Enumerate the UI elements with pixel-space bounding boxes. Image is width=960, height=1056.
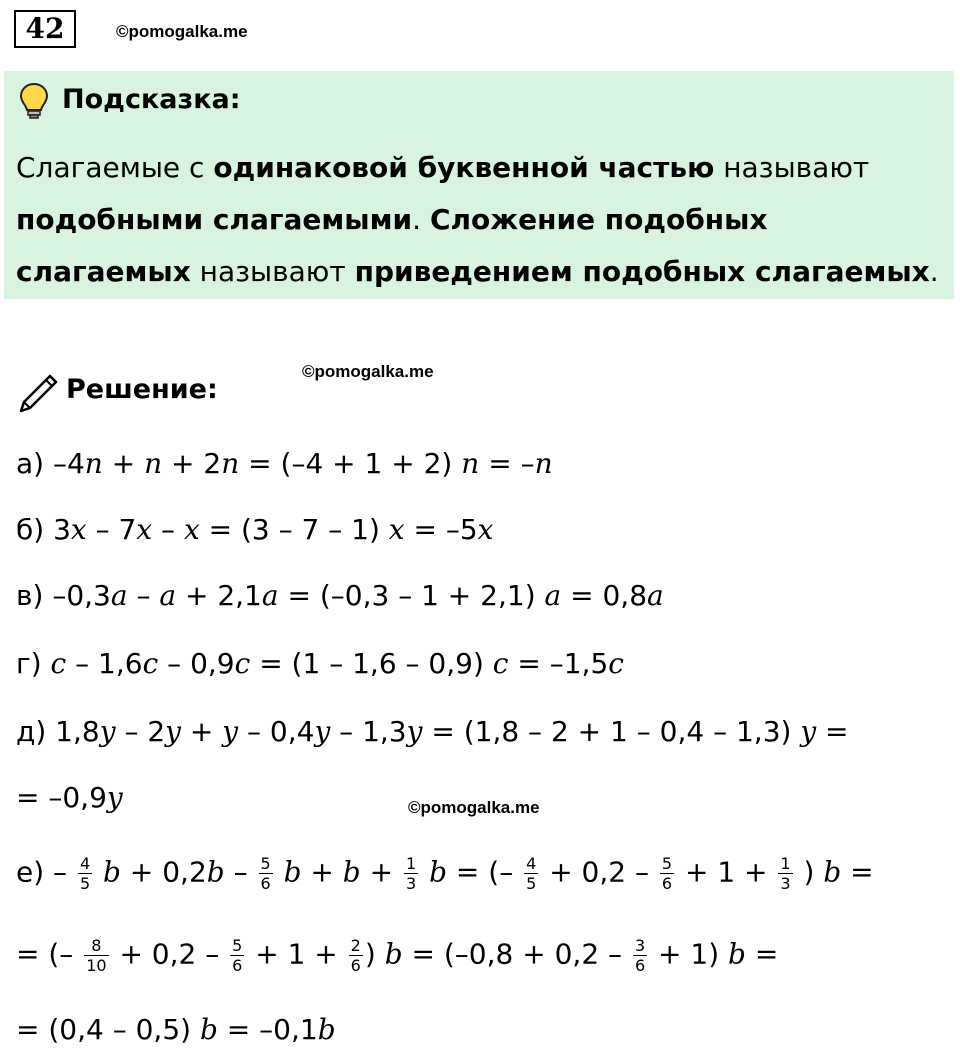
variable: n	[144, 447, 163, 480]
text-run: +	[360, 855, 402, 889]
variable: c	[50, 647, 67, 680]
fraction: $\frac{1}{3}$	[406, 854, 417, 893]
variable: c	[142, 647, 159, 680]
variable: y	[800, 715, 817, 748]
fraction: $\frac{2}{6}$	[350, 936, 361, 975]
text-run: + 0,2	[120, 855, 207, 889]
variable: y	[165, 715, 181, 748]
text-run: +	[301, 855, 343, 889]
variable: c	[234, 647, 251, 680]
variable: y	[99, 715, 116, 748]
text-run: д) 1,8	[16, 715, 100, 748]
variable: b	[274, 855, 302, 889]
hint-title: Подсказка:	[62, 84, 241, 115]
solution-line-e-cont2	[16, 1012, 336, 1048]
text-run: = –0,1	[217, 1013, 318, 1046]
hint-line-3	[16, 254, 939, 290]
variable: n	[534, 447, 553, 480]
text-run: + 1 +	[676, 855, 777, 889]
bold-text: одинаковой буквенной частью	[213, 151, 715, 184]
bold-text: слагаемых	[16, 255, 191, 288]
text-run: =	[841, 855, 874, 889]
text-run: – 1,3	[330, 715, 407, 748]
solution-line-e	[16, 854, 874, 893]
text-run: .	[412, 203, 430, 236]
text-run: в) –0,3	[16, 579, 111, 612]
variable: n	[221, 447, 240, 480]
fraction: $\frac{5}{6}$	[661, 854, 673, 893]
text-run: е) –	[16, 855, 76, 889]
bold-text: подобными слагаемыми	[16, 203, 413, 236]
bold-text: приведением подобных слагаемых	[354, 255, 930, 288]
text-run: = (1,8 – 2 + 1 – 0,4 – 1,3)	[422, 715, 801, 748]
text-run: называют	[190, 255, 355, 288]
pencil-icon	[16, 372, 60, 416]
text-run: – 0,4	[238, 715, 315, 748]
text-run: б) 3	[16, 513, 71, 546]
variable: b	[206, 855, 225, 889]
text-run: )	[794, 855, 824, 889]
text-run: + 1)	[649, 937, 729, 971]
variable: x	[70, 513, 87, 546]
variable: b	[728, 937, 746, 971]
variable: b	[317, 1013, 336, 1046]
text-run: –	[224, 855, 257, 889]
watermark: ©pomogalka.me	[408, 798, 540, 817]
text-run: называют	[714, 151, 870, 184]
text-run: – 0,9	[158, 647, 235, 680]
text-run: = –0,9	[16, 781, 107, 814]
text-run: =	[745, 937, 779, 971]
text-run: г)	[16, 647, 51, 680]
text-run: = (–0,8 + 0,2 –	[402, 937, 631, 971]
text-run: – 7	[86, 513, 137, 546]
text-run: .	[929, 255, 939, 288]
variable: b	[384, 937, 403, 971]
solution-line-d-cont	[16, 780, 123, 816]
variable: b	[94, 855, 121, 889]
solution-line-g	[16, 646, 624, 682]
text-run: а) –4	[16, 447, 85, 480]
text-run: =	[816, 715, 849, 748]
text-run: + 2	[162, 447, 222, 480]
variable: c	[608, 647, 624, 680]
variable: a	[647, 579, 664, 612]
lightbulb-icon	[18, 82, 50, 120]
text-run: = (0,4 – 0,5)	[16, 1013, 200, 1046]
variable: n	[461, 447, 480, 480]
solution-title: Решение:	[66, 374, 218, 405]
hint-line-1	[16, 150, 869, 186]
variable: x	[136, 513, 153, 546]
variable: b	[420, 855, 448, 889]
variable: a	[261, 579, 279, 612]
variable: x	[477, 513, 494, 546]
fraction: $\frac{5}{6}$	[260, 854, 271, 893]
text-run: )	[364, 937, 385, 971]
text-run: = (–0,3 – 1 + 2,1)	[278, 579, 545, 612]
variable: x	[388, 513, 405, 546]
variable: x	[183, 513, 200, 546]
text-run: + 1 +	[246, 937, 347, 971]
variable: b	[823, 855, 842, 889]
bold-text: Сложение подобных	[429, 203, 768, 236]
text-run: = (3 – 7 – 1)	[199, 513, 389, 546]
text-run: – 1,6	[66, 647, 143, 680]
watermark: ©pomogalka.me	[116, 22, 248, 41]
text-run: = –5	[404, 513, 478, 546]
variable: n	[84, 447, 103, 480]
task-number: 42	[14, 10, 76, 48]
variable: c	[492, 647, 509, 680]
fraction: $\frac{4}{5}$	[526, 854, 537, 893]
fraction: $\frac{4}{5}$	[79, 854, 91, 893]
text-run: = 0,8	[561, 579, 648, 612]
text-run: –	[127, 579, 160, 612]
variable: b	[342, 855, 361, 889]
text-run: Слагаемые с	[16, 151, 214, 184]
text-run: + 2,1	[176, 579, 262, 612]
variable: a	[544, 579, 562, 612]
solution-line-v	[16, 578, 664, 614]
text-run: = (–	[16, 937, 83, 971]
variable: y	[106, 781, 123, 814]
text-run: –	[152, 513, 184, 546]
hint-line-2	[16, 202, 768, 238]
text-run: = (–	[447, 855, 523, 889]
text-run: = (–4 + 1 + 2)	[239, 447, 462, 480]
text-run: – 2	[115, 715, 166, 748]
fraction: $\frac{3}{6}$	[634, 936, 646, 975]
solution-line-b	[16, 512, 493, 548]
watermark: ©pomogalka.me	[302, 362, 434, 381]
fraction: $\frac{5}{6}$	[232, 936, 243, 975]
fraction: $\frac{1}{3}$	[780, 854, 791, 893]
fraction: $\frac{8}{10}$	[86, 936, 107, 975]
text-run: = –	[479, 447, 535, 480]
variable: y	[314, 715, 331, 748]
text-run: + 0,2 –	[110, 937, 229, 971]
solution-line-e-cont1	[16, 936, 778, 975]
text-run: = –1,5	[508, 647, 609, 680]
text-run: +	[181, 715, 223, 748]
solution-line-a	[16, 446, 553, 482]
solution-line-d	[16, 714, 849, 750]
variable: a	[110, 579, 128, 612]
variable: y	[222, 715, 239, 748]
variable: a	[159, 579, 177, 612]
text-run: = (1 – 1,6 – 0,9)	[250, 647, 493, 680]
variable: b	[199, 1013, 218, 1046]
text-run: + 0,2 –	[540, 855, 658, 889]
variable: y	[406, 715, 423, 748]
text-run: +	[102, 447, 145, 480]
